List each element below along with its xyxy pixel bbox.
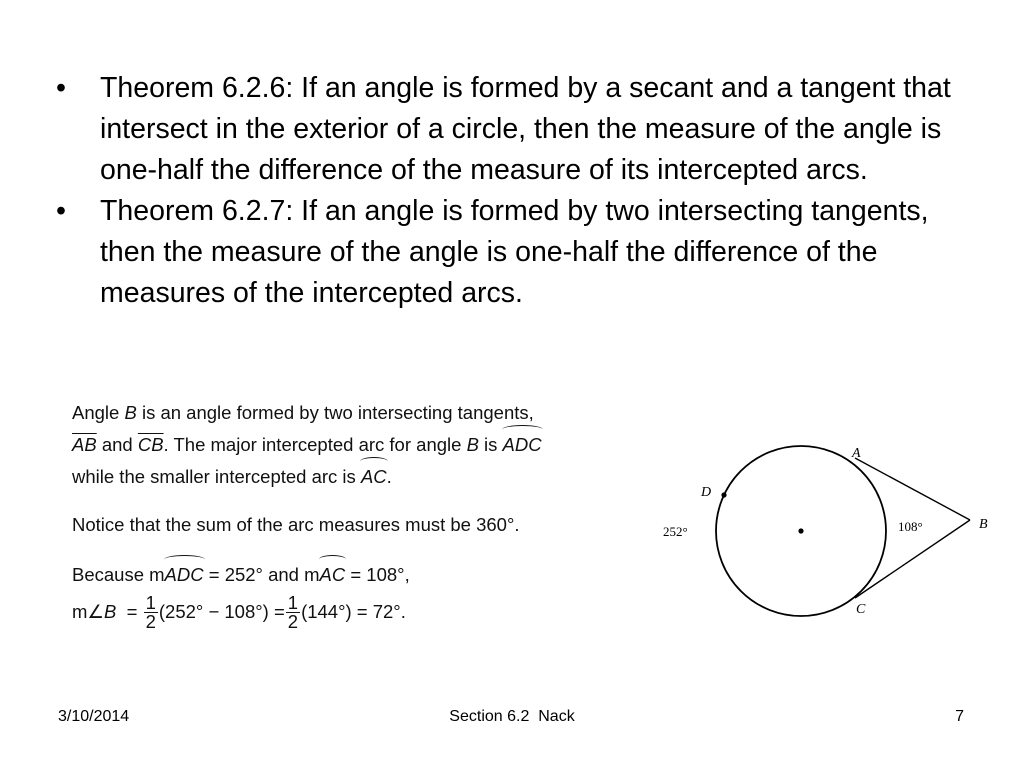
arc-adc: ADC bbox=[165, 558, 204, 590]
fraction-one-half bbox=[286, 591, 300, 632]
angle-equation bbox=[72, 590, 642, 634]
theorem-6-2-7-text: Theorem 6.2.7: If an angle is formed by two intersecting tangents, then the measure of the angle is one-half the difference of the measures of the intercepted arcs. bbox=[100, 195, 929, 309]
text: Because m bbox=[72, 564, 165, 585]
worked-example bbox=[72, 398, 642, 634]
denominator: 2 bbox=[287, 610, 299, 632]
text: (252° − 108°) = bbox=[158, 601, 285, 622]
text: . The major intercepted arc for angle bbox=[163, 434, 467, 455]
text: = 252° and m bbox=[203, 564, 320, 585]
tangent-ab bbox=[855, 458, 970, 520]
arc-ac: AC bbox=[361, 460, 387, 492]
numerator: 1 bbox=[145, 591, 156, 613]
text: and bbox=[96, 434, 138, 455]
numerator: 1 bbox=[287, 591, 299, 613]
major-arc-measure: 252° bbox=[663, 524, 688, 539]
text: = 108°, bbox=[345, 564, 410, 585]
text: is bbox=[478, 434, 503, 455]
theorem-6-2-6-text: Theorem 6.2.6: If an angle is formed by a secant and a tangent that intersect in the exterior of a circle, then the measure of the angle is one-half the difference of the measure of its intercepted arcs. bbox=[100, 72, 951, 186]
arc-adc: ADC bbox=[503, 428, 542, 460]
footer-page-number: 7 bbox=[955, 708, 964, 725]
example-paragraph-2: Notice that the sum of the arc measures must be 360°. bbox=[72, 514, 520, 535]
text: = bbox=[116, 601, 143, 622]
segment-cb: $\overline{CB}$ bbox=[137, 434, 164, 455]
tangent-circle-diagram bbox=[655, 430, 1005, 630]
text: while the smaller intercepted arc is bbox=[72, 466, 361, 487]
bullet-glyph: • bbox=[56, 72, 66, 104]
label-c: C bbox=[856, 602, 866, 617]
arc-ac: AC bbox=[320, 558, 346, 590]
theorem-list bbox=[56, 68, 976, 314]
label-d: D bbox=[701, 485, 712, 500]
text: m∠ bbox=[72, 601, 104, 622]
angle-label: B bbox=[466, 434, 479, 455]
point-d bbox=[721, 492, 726, 497]
bullet-glyph: • bbox=[56, 195, 66, 227]
text: (144°) = 72°. bbox=[301, 601, 406, 622]
segment-ab: $\overline{AB}$ bbox=[72, 434, 97, 455]
theorem-6-2-6 bbox=[56, 68, 976, 191]
theorem-6-2-7 bbox=[56, 191, 976, 314]
footer-date: 3/10/2014 bbox=[58, 708, 130, 725]
angle-label: B bbox=[104, 601, 117, 622]
denominator: 2 bbox=[145, 610, 156, 632]
label-a: A bbox=[852, 446, 861, 461]
center-point bbox=[798, 528, 803, 533]
text: Angle bbox=[72, 402, 125, 423]
minor-arc-measure: 108° bbox=[898, 519, 923, 534]
footer-section: Section 6.2 Nack bbox=[449, 708, 575, 725]
example-paragraph-1 bbox=[72, 398, 642, 492]
fraction-one-half bbox=[144, 591, 158, 632]
angle-label: B bbox=[124, 402, 137, 423]
example-paragraph-3 bbox=[72, 558, 642, 590]
label-b: B bbox=[979, 517, 988, 532]
text: . bbox=[386, 466, 392, 487]
text: is an angle formed by two intersecting tangents, bbox=[136, 402, 534, 423]
